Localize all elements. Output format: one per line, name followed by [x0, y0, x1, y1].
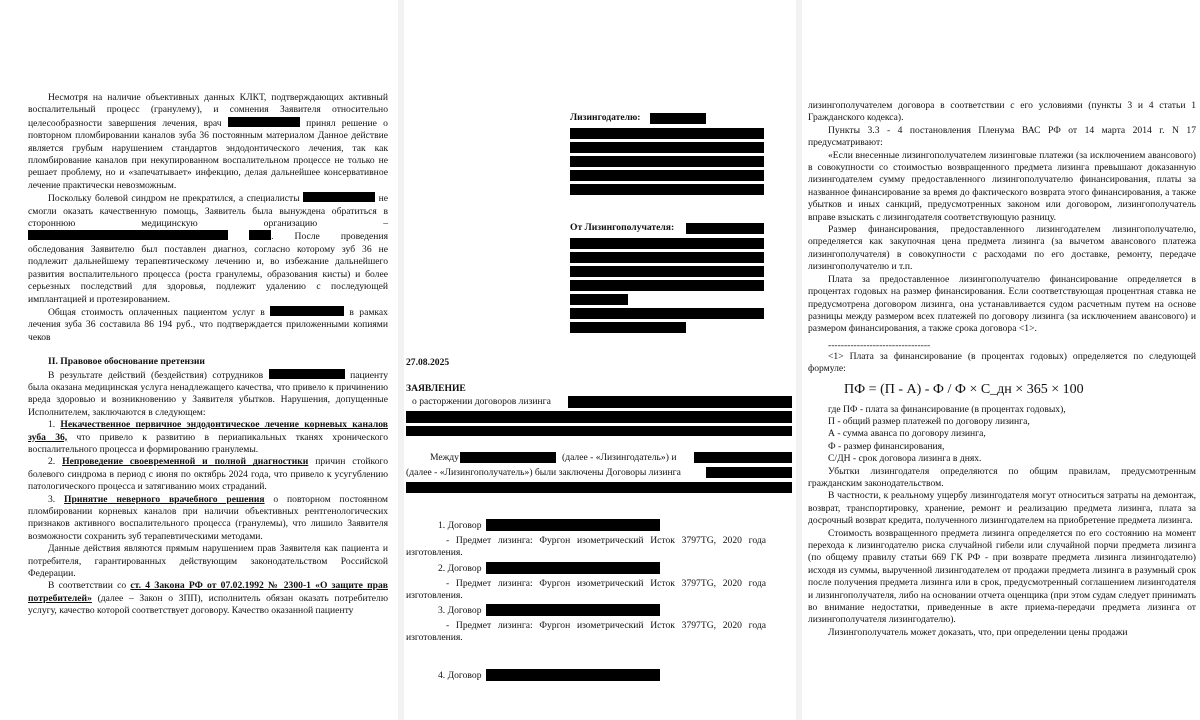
- redacted-block: [486, 562, 660, 574]
- paragraph: В соответствии со ст. 4 Закона РФ от 07.02.1992 № 2300-1 «О защите прав потребителей» (далее – Закон о ЗПП), исполнитель обязан оказать потребителю услугу, качество которой соответствует договору. Качество оказанной пациенту: [28, 580, 389, 617]
- redacted-block: [486, 519, 660, 531]
- definition: где ПФ - плата за финансирование (в процентах годовых),: [828, 403, 1066, 415]
- paragraph: Размер финансирования, предоставленного лизингодателем лизингополучателю, определяется как закупочная цена предмета лизинга (за вычетом авансового платежа лизингополучателя) в совокупности с расходами по его доставке, ремонту, передаче лизингополучателю и т.п.: [808, 224, 1196, 273]
- redacted-block: [570, 128, 764, 139]
- redacted-block: [570, 170, 764, 181]
- parties-text: (далее - «Лизингополучатель») были заключены Договоры лизинга: [406, 467, 681, 478]
- paragraph: Лизингополучатель может доказать, что, при определении цены продажи: [828, 626, 1128, 638]
- document-date: 27.08.2025: [406, 357, 450, 368]
- redacted-block: [270, 306, 344, 316]
- contract-label: 4. Договор: [438, 670, 482, 681]
- redacted-block: [570, 322, 686, 333]
- paragraph: Поскольку болевой синдром не прекратился, а специалисты не смогли оказать качественную помощь, Заявитель была вынуждена обратиться в стороннюю медицинскую организацию – . После проведения обследования Заявителю был поставлен диагноз, согласно которому зуб 36 не подлежит дальнейшему терапевтическому лечению и, во избежание дальнейшего развития воспалительного процесса (роста гранулемы, образования кисты) и более серьезных последствий для здоровья, подлежит удалению с последующей имплантацией и протезированием.: [28, 193, 388, 305]
- parties-text: (далее - «Лизингодатель») и: [562, 452, 677, 463]
- paragraph: Стоимость возвращенного предмета лизинга определяется по его состоянию на момент перехода к лизингодателю риска случайной гибели или случайной порчи предмета лизинга (по общему правилу статьи 669 ГК РФ - при возврате предмета лизинга лизингодателю) исходя из суммы, вырученной лизингодателем от продажи предмета лизинга в разумный срок после получения предмета лизинга или в срок, предусмотренный соглашением лизингодателя и лизингополучателя, либо на основании отчета оценщика (при этом судам следует принимать во внимание недостатки, приведенные в акте приема-передачи предмета лизинга от лизингополучателя лизингодателю).: [808, 527, 1196, 626]
- definition: А - сумма аванса по договору лизинга,: [828, 428, 986, 440]
- redacted-block: [28, 230, 228, 240]
- paragraph: В частности, к реальному ущербу лизингодателя могут относиться затраты на демонтаж, возврат, транспортировку, хранение, ремонт и реализацию предмета лизинга, плата за досрочный возврат кредита, полученного лизингодателем на приобретение предмета лизинга.: [808, 490, 1196, 527]
- redacted-block: [706, 467, 792, 478]
- definition: П - общий размер платежей по договору лизинга,: [828, 415, 1030, 427]
- contract-label: 2. Договор: [438, 563, 482, 574]
- redacted-block: [269, 369, 345, 379]
- list-item: 1. Некачественное первичное эндодонтическое лечение корневых каналов зуба 36, что привело к развитию в периапикальных тканях хронического воспалительного процесса и формированию гранулемы.: [28, 419, 389, 455]
- redacted-block: [249, 230, 271, 240]
- redacted-block: [570, 280, 764, 291]
- redacted-block: [570, 184, 764, 195]
- redacted-block: [570, 238, 764, 249]
- redacted-block: [228, 117, 300, 127]
- page-fade: [404, 704, 796, 720]
- parties-text: Между: [430, 452, 459, 463]
- contract-item: - Предмет лизинга: Фургон изометрический Исток 3797TG, 2020 года изготовления.: [406, 620, 766, 644]
- paragraph: «Если внесенные лизингополучателем лизинговые платежи (за исключением авансового) в совокупности со стоимостью возвращенного предмета лизинга превышают доказанную лизингодателем сумму предоставленного лизингополучателю финансирования, платы за названное финансирование за время до фактического возврата этого финансирования, а также убытков и иных санкций, предусмотренных законом или договором, лизингополучатель вправе взыскать с лизингодателя соответствующую разницу.: [808, 149, 1196, 223]
- sender-label: От Лизингополучателя:: [570, 222, 675, 233]
- contract-label: 1. Договор: [438, 520, 482, 531]
- document-page-middle: [404, 0, 796, 720]
- paragraph: Общая стоимость оплаченных пациентом услуг в в рамках лечения зуба 36 составила 86 194 руб., что подтверждается приложенными копиями чеков: [28, 306, 388, 343]
- list-item: 3. Принятие неверного врачебного решения о повторном постоянном пломбировании корневых каналов при наличии объективных рентгенологических признаков активного воспалительного процесса (гранулемы), что лишило Заявителя возможности сохранить зуб терапевтическими методами.: [28, 493, 388, 542]
- redacted-block: [570, 252, 764, 263]
- redacted-block: [570, 266, 764, 277]
- paragraph: В результате действий (бездействия) сотрудников пациенту была оказана медицинская услуга ненадлежащего качества, что привело к причинению вреда здоровью и возникновению у Заявителя убытков. Нарушения, допущенные Исполнителем, заключаются в следующем:: [28, 369, 389, 418]
- paragraph: <1> Плата за финансирование (в процентах годовых) определяется по следующей формуле:: [808, 350, 1196, 375]
- redacted-block: [686, 223, 764, 234]
- contract-item: - Предмет лизинга: Фургон изометрический Исток 3797TG, 2020 года изготовления.: [406, 535, 766, 559]
- paragraph: лизингополучателем договора в соответствии с его условиями (пункты 3 и 4 статьи 1 Гражданского кодекса).: [808, 100, 1196, 124]
- redacted-block: [486, 604, 660, 616]
- paragraph: Несмотря на наличие объективных данных КЛКТ, подтверждающих активный воспалительный процесс (гранулему), и сомнения Заявителя относительно целесообразности завершения лечения, врач принял решение о повторном пломбировании каналов зуба 36 постоянным материалом Данное действие является грубым нарушением стандартов эндодонтического лечения, так как пломбирование каналов при некупированном воспалительном процессе не только не решает проблему, но и «запечатывает» инфекцию, делая дальнейшее консервативное лечение практически невозможным.: [28, 92, 388, 191]
- contract-item: - Предмет лизинга: Фургон изометрический Исток 3797TG, 2020 года изготовления.: [406, 578, 766, 602]
- list-item: 2. Непроведение своевременной и полной диагностики причин стойкого болевого синдрома в период с июня по октябрь 2024 года, что привело к усугублению патологического процесса и затягиванию моих страданий.: [28, 456, 389, 493]
- redacted-block: [650, 113, 706, 124]
- formula: ПФ = (П - А) - Ф / Ф × С_дн × 365 × 100: [844, 381, 1084, 397]
- redacted-block: [406, 411, 792, 423]
- document-page-right: [802, 0, 1200, 720]
- footnote-separator: --------------------------------: [828, 339, 931, 351]
- redacted-block: [406, 482, 792, 493]
- contract-label: 3. Договор: [438, 605, 482, 616]
- redacted-block: [570, 294, 628, 305]
- redacted-block: [570, 142, 764, 153]
- redacted-block: [303, 192, 375, 202]
- redacted-block: [694, 452, 792, 463]
- document-subject: о расторжении договоров лизинга: [412, 396, 551, 407]
- redacted-block: [486, 669, 660, 681]
- redacted-block: [568, 396, 792, 408]
- paragraph: Данные действия являются прямым нарушением прав Заявителя как пациента и потребителя, гарантированных действующим законодательством Российской Федерации.: [28, 543, 388, 580]
- paragraph: Убытки лизингодателя определяются по общим правилам, предусмотренным гражданским законодательством.: [808, 465, 1196, 489]
- definition: С/ДН - срок договора лизинга в днях.: [828, 453, 982, 465]
- document-page-left: [0, 0, 398, 720]
- redacted-block: [570, 308, 764, 319]
- redacted-block: [570, 156, 764, 167]
- paragraph: Плата за предоставленное лизингополучателю финансирование определяется в процентах годовых на размер финансирования. Если соответствующая процентная ставка не предусмотрена договором лизинга, она устанавливается судом расчетным путем на основе разницы между размером всех платежей по договору лизинга (за исключением авансового) и размером финансирования, а также срока договора <1>.: [808, 273, 1196, 335]
- document-title: ЗАЯВЛЕНИЕ: [406, 383, 466, 394]
- section-title: II. Правовое обоснование претензии: [48, 356, 205, 368]
- redacted-block: [406, 426, 792, 436]
- recipient-label: Лизингодателю:: [570, 112, 641, 123]
- definition: Ф - размер финансирования,: [828, 440, 945, 452]
- paragraph: Пункты 3.3 - 4 постановления Пленума ВАС РФ от 14 марта 2014 г. N 17 предусматривают:: [808, 124, 1196, 149]
- redacted-block: [460, 452, 556, 463]
